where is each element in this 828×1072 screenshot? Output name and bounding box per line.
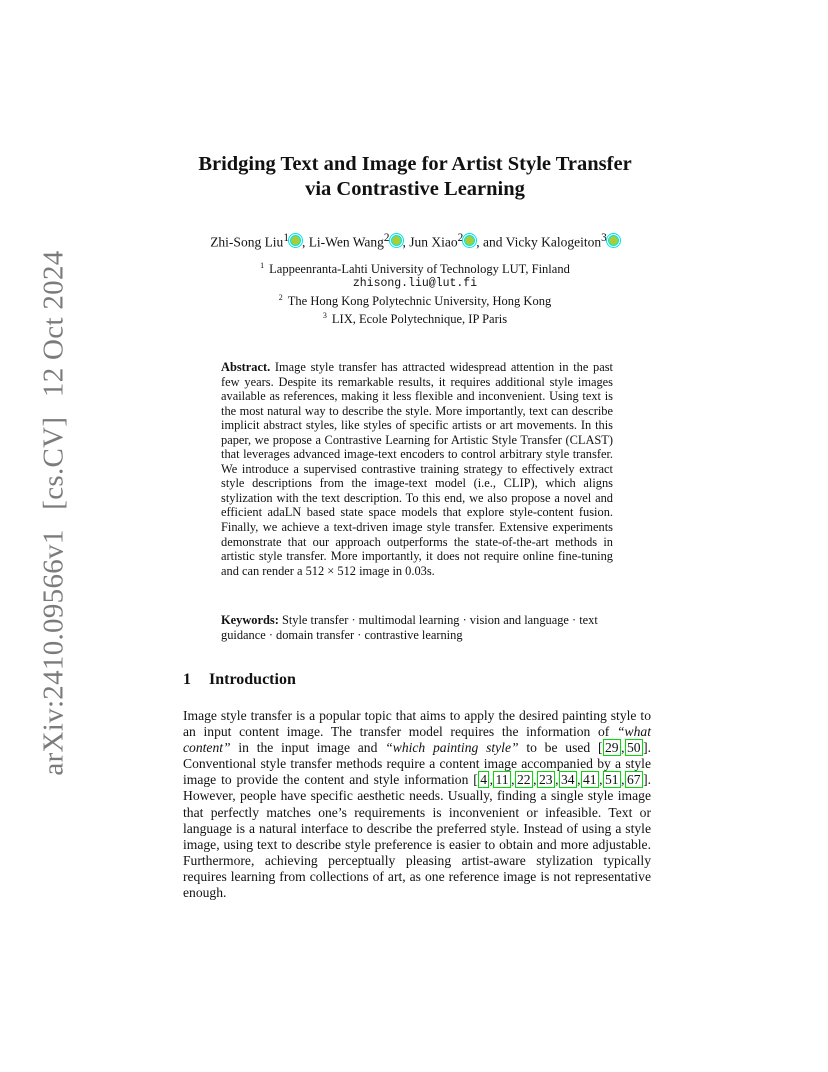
author-affiliation-mark: 2 bbox=[383, 232, 390, 244]
author-affiliation-mark: 2 bbox=[457, 232, 464, 244]
abstract-text: Image style transfer has attracted widespread attention in the past few years. Despite its remarkable results, it requires additional style images available as references, making it less flexible and inconvenient. Using text is the most natural way to describe the style. More importantly, text can describe implicit abstract styles, like styles of specific artists or art movements. In this paper, we propose a Contrastive Learning for Artistic Style Transfer (CLAST) that leverages advanced image-text encoders to control arbitrary style transfer. We introduce a supervised contrastive training strategy to effectively extract style descriptions from the image-text model (i.e., CLIP), which aligns stylization with the text description. To this end, we also propose a novel and efficient adaLN based state space models that explore style-content fusion. Finally, we achieve a text-driven image style transfer. Extensive experiments demonstrate that our approach outperforms the state-of-the-art methods in artistic style transfer. More importantly, it does not require online fine-tuning and can render a 512 × 512 image in 0.03s. bbox=[221, 360, 613, 578]
orcid-icon[interactable] bbox=[608, 235, 619, 246]
citation-link[interactable]: 23 bbox=[538, 772, 553, 788]
abstract-label: Abstract. bbox=[221, 360, 271, 374]
affiliation-3 bbox=[150, 309, 680, 327]
affiliation-text: The Hong Kong Polytechnic University, Hong Kong bbox=[287, 294, 552, 309]
affiliation-2 bbox=[150, 291, 680, 309]
intro-quote: “what content” bbox=[183, 724, 651, 756]
arxiv-id: arXiv:2410.09566v1 bbox=[37, 529, 70, 776]
affiliation-1 bbox=[150, 259, 680, 277]
intro-text: in the input image and bbox=[238, 740, 378, 756]
intro-text: to be used bbox=[526, 740, 591, 756]
author-separator: , bbox=[402, 234, 410, 250]
citation-group: [ 29 , 50 ] bbox=[597, 740, 648, 756]
arxiv-date: 12 Oct 2024 bbox=[37, 250, 70, 398]
citation-link[interactable]: 4 bbox=[480, 772, 488, 788]
author-name: Li-Wen Wang bbox=[308, 234, 384, 250]
abstract bbox=[221, 360, 613, 578]
section-heading-introduction bbox=[183, 671, 296, 689]
intro-text: . However, people have specific aesthetic needs. Usually, finding a single style image that perfectly matches one’s requirements is inconvenient or infeasible. Text or language is a natural interface to describe the preferred style. Instead of using a style image, using text to describe style preference is easier to obtain and more adjustable. Furthermore, achieving perceptually pleasing artist-aware stylization typically requires learning from collections of art, as one reference image is not representative enough. bbox=[183, 772, 651, 901]
citation-link[interactable]: 41 bbox=[582, 772, 597, 788]
author-separator: , bbox=[301, 234, 309, 250]
citation-link[interactable]: 51 bbox=[604, 772, 619, 788]
intro-text: Image style transfer is a popular topic that aims to apply the desired painting style to an input content image. The transfer model requires the information of bbox=[183, 708, 651, 740]
keywords bbox=[221, 613, 613, 642]
author-affiliation-mark: 3 bbox=[601, 232, 607, 244]
citation-link[interactable]: 67 bbox=[626, 772, 641, 788]
citation-group: [ 4 , 11 , 22 , 23 , 34 , 41 , 51 , 67 ] bbox=[473, 772, 648, 788]
author-name: Jun Xiao bbox=[409, 234, 458, 250]
citation-link[interactable]: 22 bbox=[516, 772, 531, 788]
affiliation-number: 1 bbox=[260, 261, 265, 270]
keywords-text: Style transfer · multimodal learning · vision and language · text guidance · domain transfer · contrastive learning bbox=[221, 613, 598, 642]
contact-email[interactable]: zhisong.liu@lut.fi bbox=[352, 276, 478, 290]
citation-link[interactable]: 29 bbox=[605, 740, 619, 756]
affiliations bbox=[150, 259, 680, 327]
author-list bbox=[120, 229, 710, 252]
arxiv-category: [cs.CV] bbox=[37, 416, 70, 510]
orcid-icon[interactable] bbox=[464, 235, 475, 246]
affiliation-text: Lappeenranta-Lahti University of Technology LUT, Finland bbox=[269, 262, 570, 277]
section-title: Introduction bbox=[209, 671, 296, 688]
section-number: 1 bbox=[183, 671, 191, 688]
orcid-icon[interactable] bbox=[391, 235, 402, 246]
keywords-label: Keywords: bbox=[221, 613, 279, 627]
affiliation-number: 3 bbox=[322, 311, 327, 321]
affiliation-text: LIX, Ecole Polytechnique, IP Paris bbox=[331, 312, 508, 327]
citation-link[interactable]: 50 bbox=[627, 740, 641, 756]
citation-link[interactable]: 11 bbox=[495, 772, 509, 788]
intro-text: . Conventional style transfer methods require a content image accompanied by a style image to provide the content and style information bbox=[183, 740, 652, 788]
introduction-paragraph bbox=[183, 708, 651, 901]
affiliation-number: 2 bbox=[278, 293, 283, 303]
paper-title-line-1: Bridging Text and Image for Artist Style Transfer bbox=[198, 153, 632, 175]
paper-title-line-2: via Contrastive Learning bbox=[305, 178, 525, 200]
citation-link[interactable]: 34 bbox=[560, 772, 575, 788]
author-name: Vicky Kalogeiton bbox=[505, 234, 602, 250]
author-affiliation-mark: 1 bbox=[283, 232, 289, 244]
paper-title bbox=[150, 152, 680, 202]
orcid-icon[interactable] bbox=[290, 235, 301, 246]
intro-quote: “which painting style” bbox=[385, 740, 519, 756]
arxiv-sidebar-stamp bbox=[38, 244, 71, 781]
author-separator: , and bbox=[476, 234, 506, 250]
author-name: Zhi-Song Liu bbox=[210, 234, 284, 250]
